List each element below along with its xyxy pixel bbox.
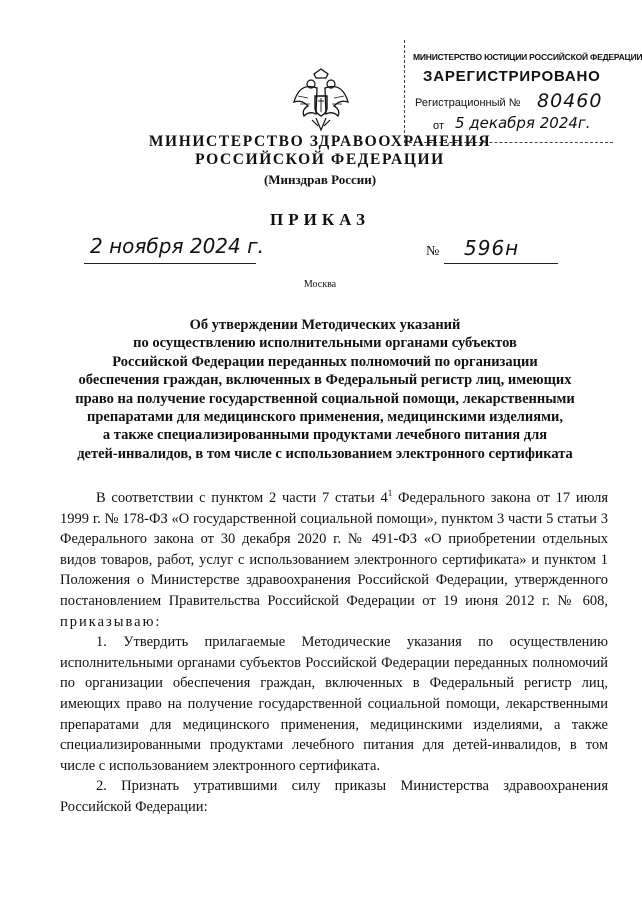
ministry-title-line1: МИНИСТЕРСТВО ЗДРАВООХРАНЕНИЯ <box>148 133 492 150</box>
stamp-reg-number: 80460 <box>537 90 603 112</box>
ministry-title-line2: РОССИЙСКОЙ ФЕДЕРАЦИИ <box>195 151 445 168</box>
order-title-line: детей-инвалидов, в том числе с использованием электронного сертификата <box>77 445 573 462</box>
order-date-underline <box>84 263 256 264</box>
order-title-line: право на получение государственной социальной помощи, лекарственными <box>75 390 575 407</box>
coat-of-arms-icon <box>292 68 350 134</box>
order-title-line: Об утверждении Методических указаний <box>189 317 461 333</box>
order-title-line: Российской Федерации переданных полномочий по организации <box>112 353 538 370</box>
stamp-reg-label: Регистрационный № <box>415 97 521 109</box>
city: Москва <box>303 279 337 290</box>
order-title-line: по осуществлению исполнительными органами субъектов <box>133 335 517 352</box>
preamble-order-word: приказываю: <box>60 613 162 630</box>
stamp-ministry: МИНИСТЕРСТВО ЮСТИЦИИ РОССИЙСКОЙ ФЕДЕРАЦИИ <box>413 52 642 62</box>
registration-stamp <box>404 40 642 143</box>
stamp-from-label: от <box>433 120 444 132</box>
order-number: 596н <box>464 236 520 260</box>
stamp-status: ЗАРЕГИСТРИРОВАНО <box>423 68 601 85</box>
number-sign: № <box>426 244 440 259</box>
ministry-short-name: (Минздрав России) <box>263 172 377 187</box>
preamble-paragraph <box>60 488 608 632</box>
preamble-text-b: Федерального закона от 17 июля 1999 г. № 178-ФЗ «О государственной социальной помощи», пунктом 3 части 5 статьи 3 Федерального закона от 30 декабря 2020 г. № 491-ФЗ «О приобретении отдельных видов товаров, работ, услуг с использованием электронного сертификата» и пунктом 1 Положения о Министерстве здравоохранения Российской Федерации, утвержденного постановлением Правительства Российской Федерации от 19 июня 2012 г. № 608, <box>60 490 608 609</box>
item-2-paragraph: 2. Признать утратившими силу приказы Министерства здравоохранения Российской Федерации: <box>60 778 608 815</box>
order-body <box>60 488 608 818</box>
item-1-paragraph: 1. Утвердить прилагаемые Методические указания по осуществлению исполнительными органами субъектов Российской Федерации переданных полномочий по организации обеспечения граждан, включенных в Федеральный регистр лиц, имеющих право на получение государственной социальной помощи, лекарственными препаратами для медицинского применения, медицинскими изделиями, а также специализированными продуктами лечебного питания для детей-инвалидов, в том числе с использованием электронного сертификата. <box>60 634 608 774</box>
order-title-line: а также специализированными продуктами лечебного питания для <box>102 427 548 444</box>
stamp-reg-date: 5 декабря 2024г. <box>455 114 591 132</box>
order-title <box>40 316 610 463</box>
preamble-text-a: В соответствии с пунктом 2 части 7 статьи 4 <box>96 490 388 506</box>
preamble-superscript: 1 <box>387 488 393 499</box>
order-title-line: обеспечения граждан, включенных в Федеральный регистр лиц, имеющих <box>78 372 572 389</box>
order-date: 2 ноября 2024 г. <box>90 234 264 258</box>
order-title-line: препаратами для медицинского применения, медицинскими изделиями, <box>86 409 563 426</box>
document-type: ПРИКАЗ <box>270 210 370 229</box>
order-number-underline <box>444 263 558 264</box>
ministry-title <box>0 133 640 169</box>
